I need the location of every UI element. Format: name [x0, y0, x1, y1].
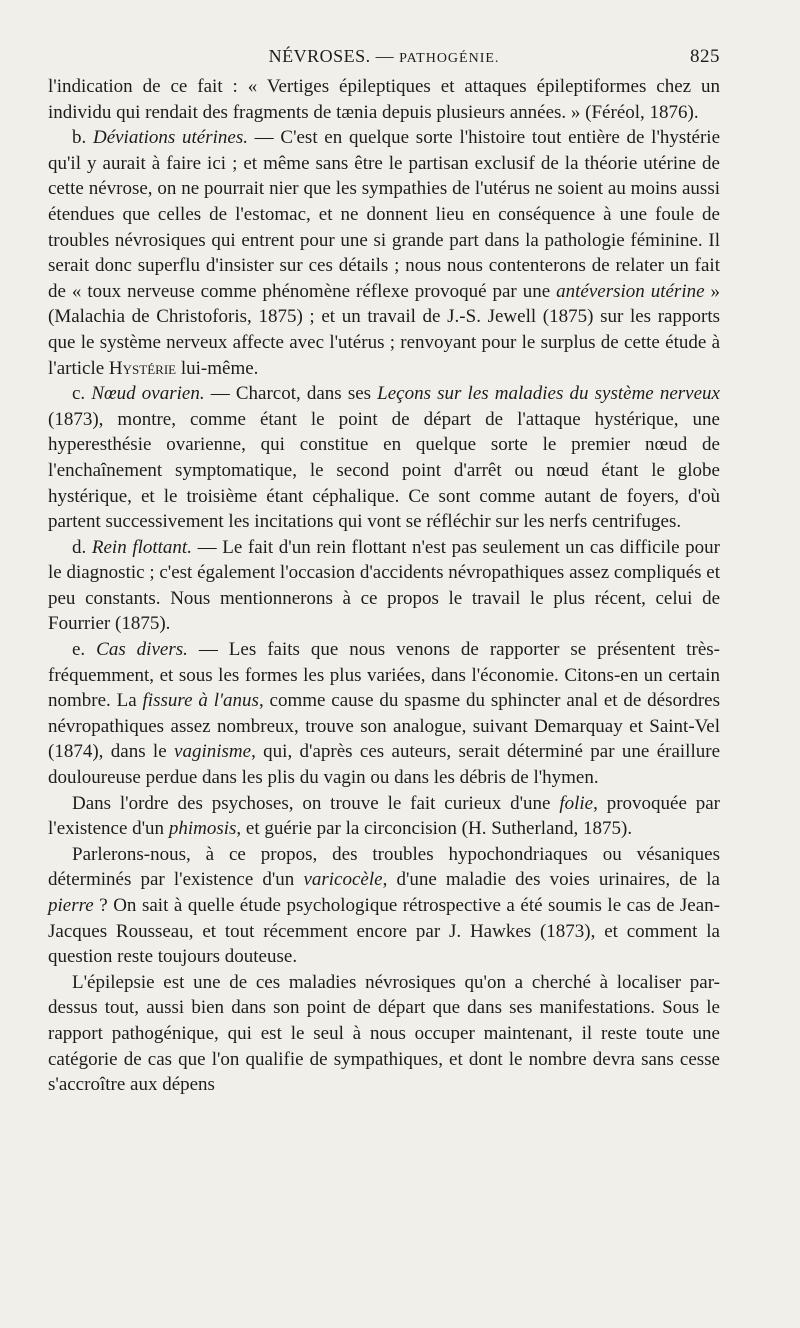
- section-letter: c.: [72, 383, 92, 405]
- section-heading: Déviations utérines.: [92, 127, 248, 149]
- running-header: [48, 40, 720, 74]
- text-run: , qui, d'après ces auteurs, serait déterminé par une éraillure douloureuse perdue dans les plis du vagin ou dans les débris de l'hymen.: [48, 741, 720, 789]
- italic-term: antéversion utérine: [556, 280, 705, 302]
- text-run: — Le fait d'un rein flottant n'est pas seulement un cas difficile pour le diagnostic ; c'est également l'occasion d'accidents névropathiques assez compliqués et peu constants. Nous mentionnerons à ce propos le travail le plus récent, celui de Fourrier (1875).: [48, 536, 721, 635]
- text-run: l'indication de ce fait : « Vertiges épileptiques et attaques épileptiformes chez un individu qui rendait des fragments de tænia depuis plusieurs années. » (Féréol, 1876).: [48, 76, 720, 123]
- italic-term: folie: [559, 792, 594, 814]
- text-run: , et guérie par la circoncision (H. Sutherland, 1875).: [236, 818, 633, 840]
- book-page: [48, 40, 720, 1098]
- italic-term: varicocèle: [303, 869, 383, 891]
- running-title: [48, 46, 720, 67]
- section-letter: d.: [72, 536, 92, 558]
- text-run: (1873), montre, comme étant le point de départ de l'attaque hystérique, une hyperesthésie ovarienne, qui constitue en quelque sorte le premier nœud de l'enchaînement symptomatique, le second point d'arrêt ou nœud étant le globe hystérique, et le troisième étant céphalique. Ce sont comme autant de foyers, d'où partent successivement les incitations qui vont se réfléchir sur les nerfs centrifuges.: [48, 408, 720, 533]
- body-text: [48, 74, 720, 1098]
- text-run: , provoquée par l'existence d'un: [48, 792, 720, 840]
- paragraph-cas-divers: [48, 637, 720, 791]
- italic-term: vaginisme: [174, 741, 252, 763]
- italic-term: fissure à l'anus: [142, 690, 259, 712]
- cross-reference: Hystérie: [108, 357, 177, 379]
- paragraph-epilepsie: [48, 970, 720, 1098]
- paragraph-deviations-uterines: [48, 125, 720, 381]
- text-run: lui-même.: [176, 357, 259, 379]
- section-letter: e.: [72, 639, 97, 661]
- section-letter: b.: [72, 127, 93, 149]
- text-run: Parlerons-nous, à ce propos, des troubles hypochondriaques ou vésaniques déterminés par l'existence d'un: [48, 843, 720, 891]
- text-run: — Les faits que nous venons de rapporter se présentent très-fréquemment, et sous les formes les plus variées, dans l'économie. Citons-en un certain nombre. La: [48, 639, 721, 712]
- text-run: » (Malachia de Christoforis, 1875) ; et un travail de J.-S. Jewell (1875) sur les rapports que le système nerveux affecte avec l'utérus ; renvoyant pour le surplus de cette étude à l'article: [48, 280, 721, 379]
- section-heading: Rein flottant.: [91, 536, 192, 558]
- running-title-sub: PATHOGÉNIE.: [399, 51, 500, 66]
- italic-term: phimosis: [168, 818, 237, 840]
- text-run: — C'est en quelque sorte l'histoire tout entière de l'hystérie qu'il y aurait à faire ici ; et même sans être le partisan exclusif de la théorie utérine de cette névrose, on ne pourrait nier que les sympathies de l'utérus ne soient au moins aussi étendues que celles de l'estomac, et ne donnent lieu en conséquence à une foule de troubles névrosiques qui entrent pour une si grande part dans la pathologie féminine. Il serait donc superflu d'insister sur ces détails ; nous nous contenterons de relater un fait de « toux nerveuse comme phénomène réflexe provoqué par une: [48, 127, 721, 302]
- paragraph-troubles-hypochondriaques: [48, 842, 720, 970]
- italic-term: pierre: [48, 895, 94, 916]
- paragraph-continuation: [48, 74, 720, 125]
- text-run: Dans l'ordre des psychoses, on trouve le fait curieux d'une: [72, 792, 560, 814]
- text-run: L'épilepsie est une de ces maladies névrosiques qu'on a cherché à localiser par-dessus tout, aussi bien dans son point de départ que dans ses manifestations. Sous le rapport pathogénique, qui est le seul à nous occuper maintenant, il reste toute une catégorie de cas que l'on qualifie de sympathiques, et dont le nombre devra sans cesse s'accroître aux dépens: [48, 971, 720, 1096]
- italic-title: Leçons sur les maladies du système nerveux: [377, 383, 720, 405]
- text-run: , comme cause du spasme du sphincter anal et de désordres névropathiques assez nombreux, trouve son analogue, suivant Demarquay et Saint-Vel (1874), dans le: [48, 690, 720, 763]
- section-heading: Cas divers.: [96, 639, 188, 661]
- paragraph-noeud-ovarien: [48, 381, 720, 535]
- section-heading: Nœud ovarien.: [91, 383, 205, 405]
- page-number: 825: [690, 46, 720, 67]
- paragraph-psychoses: [48, 791, 720, 842]
- running-title-main: NÉVROSES. —: [268, 46, 400, 66]
- paragraph-rein-flottant: [48, 535, 720, 637]
- text-run: , d'une maladie des voies urinaires, de la: [382, 869, 720, 891]
- text-run: ? On sait à quelle étude psychologique rétrospective a été soumis le cas de Jean-Jacques Rousseau, et tout récemment encore par J. Hawkes (1873), et comment la question reste toujours douteuse.: [48, 895, 720, 968]
- text-run: — Charcot, dans ses: [204, 383, 378, 405]
